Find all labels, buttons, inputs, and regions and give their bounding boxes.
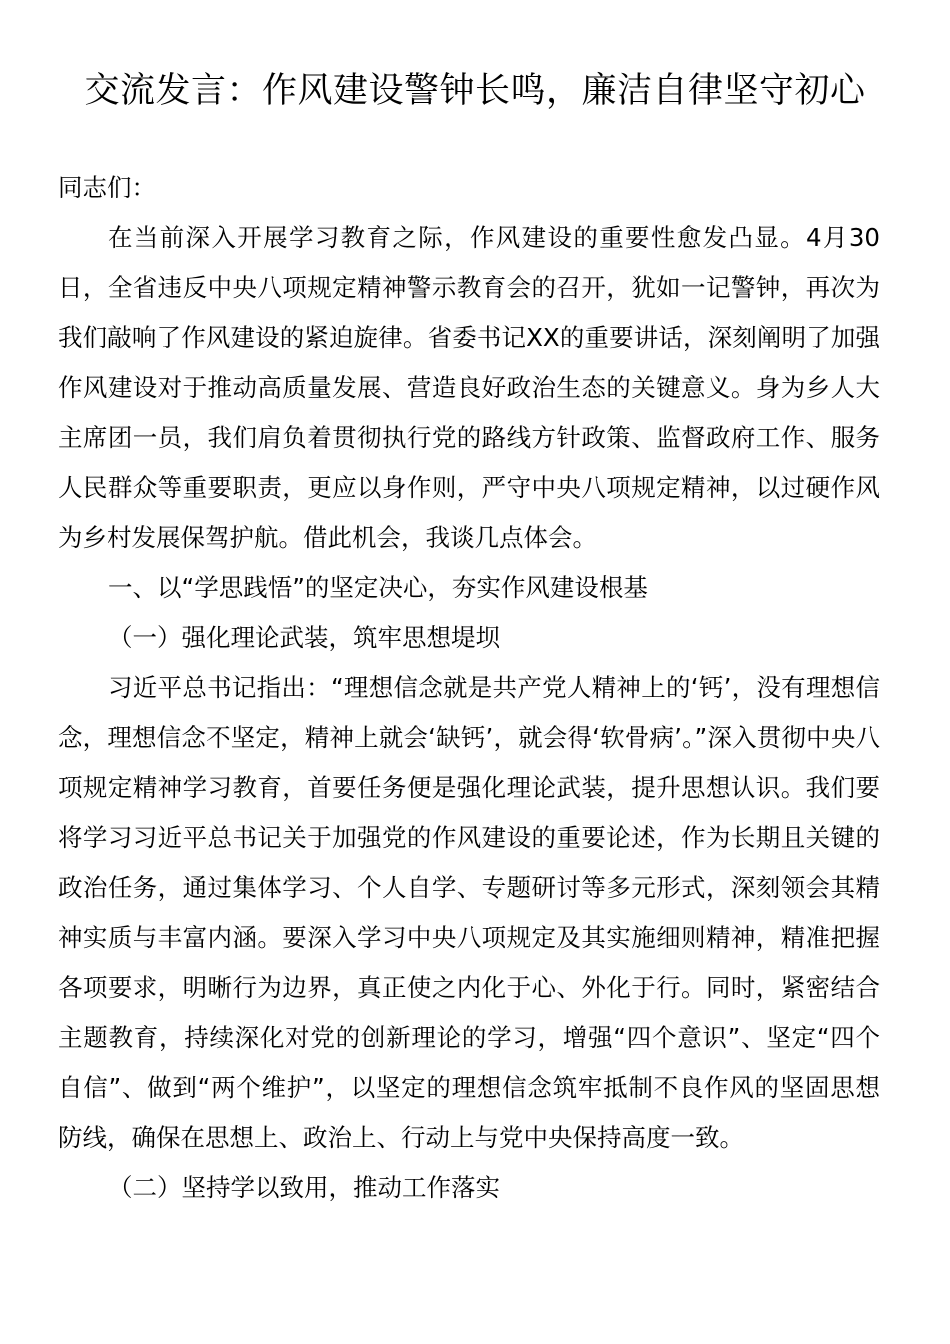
body-paragraph-1: 习近平总书记指出：“理想信念就是共产党人精神上的‘钙’，没有理想信念，理想信念不坚定，精神上就会‘缺钙’，就会得‘软骨病’。”深入贯彻中央八项规定精神学习教育，首要任务便是强化理论武装，提升思想认识。我们要将学习习近平总书记关于加强党的作风建设的重要论述，作为长期且关键的政治任务，通过集体学习、个人自学、专题研讨等多元形式，深刻领会其精神实质与丰富内涵。要深入学习中央八项规定及其实施细则精神，精准把握各项要求，明晰行为边界，真正使之内化于心、外化于行。同时，紧密结合主题教育，持续深化对党的创新理论的学习，增强“四个意识”、坚定“四个自信”、做到“两个维护”，以坚定的理想信念筑牢抵制不良作风的坚固思想防线，确保在思想上、政治上、行动上与党中央保持高度一致。 — [58, 673, 880, 1152]
subsection-heading-2: （二）坚持学以致用，推动工作落实 — [108, 1173, 500, 1202]
document-title: 交流发言：作风建设警钟长鸣，廉洁自律坚守初心 — [84, 71, 866, 111]
salutation: 同志们： — [58, 173, 156, 202]
subsection-heading-1: （一）强化理论武装，筑牢思想堤坝 — [108, 623, 500, 652]
intro-paragraph: 在当前深入开展学习教育之际，作风建设的重要性愈发凸显。4月30日，全省违反中央八项规定精神警示教育会的召开，犹如一记警钟，再次为我们敲响了作风建设的紧迫旋律。省委书记XX的重要讲话，深刻阐明了加强作风建设对于推动高质量发展、营造良好政治生态的关键意义。身为乡人大主席团一员，我们肩负着贯彻执行党的路线方针政策、监督政府工作、服务人民群众等重要职责，更应以身作则，严守中央八项规定精神，以过硬作风为乡村发展保驾护航。借此机会，我谈几点体会。 — [58, 223, 880, 552]
section-heading-1: 一、以“学思践悟”的坚定决心，夯实作风建设根基 — [108, 573, 648, 602]
document-body — [58, 163, 880, 1213]
